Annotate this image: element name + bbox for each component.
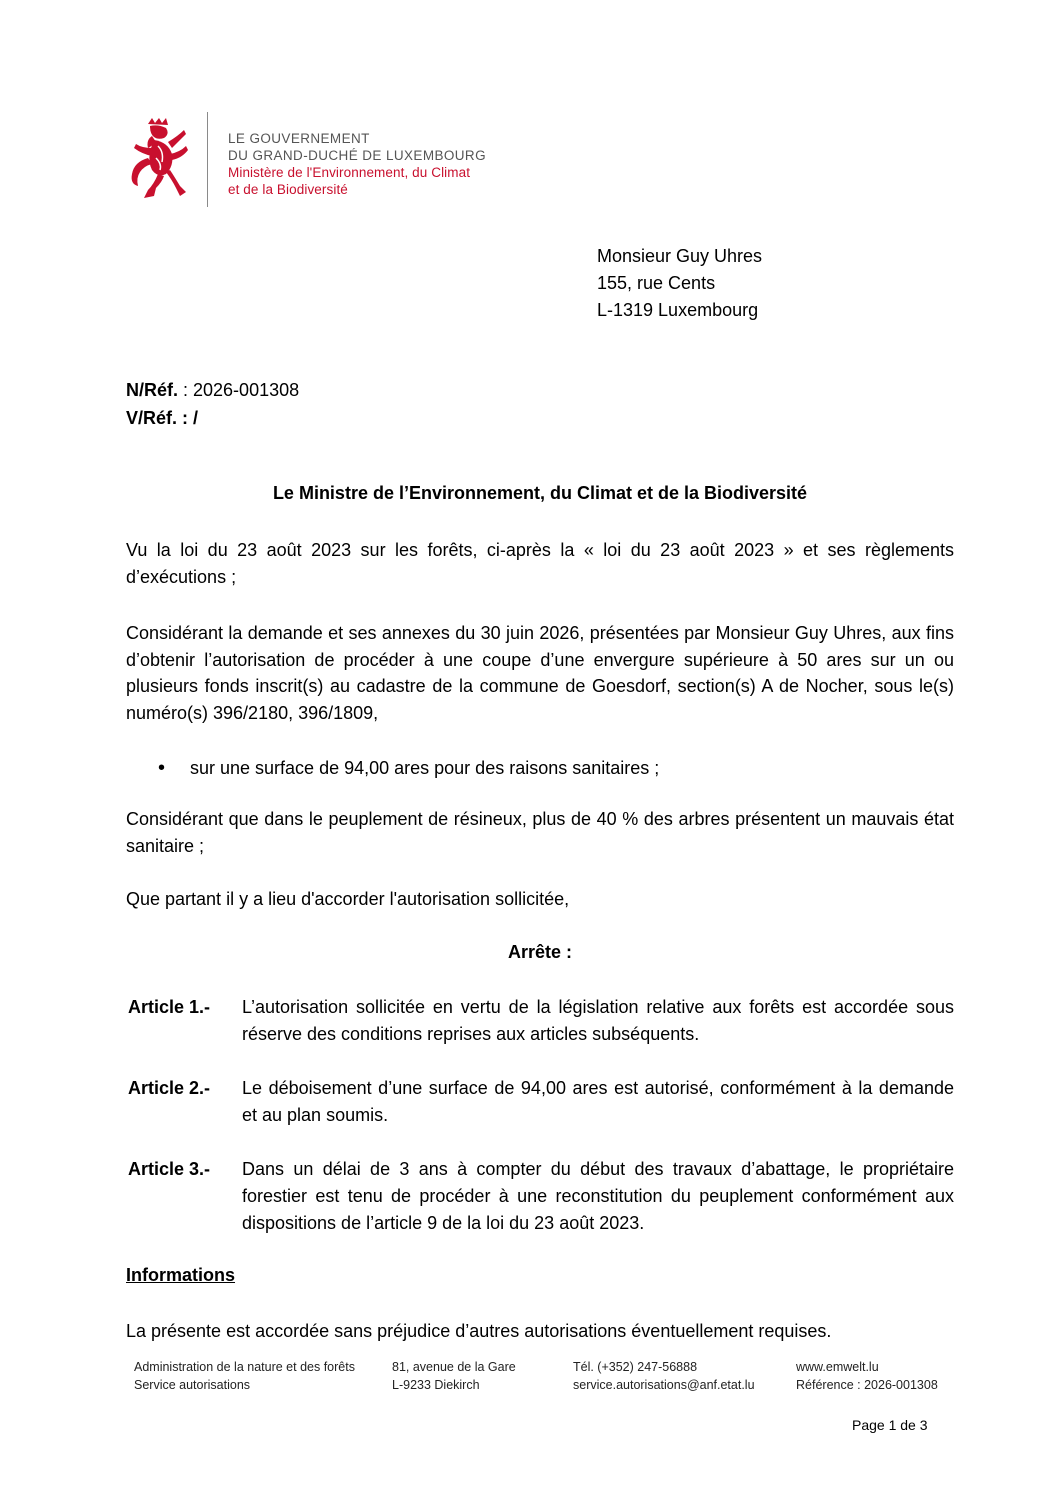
addressee-city: L-1319 Luxembourg — [597, 300, 759, 320]
article-1-label: Article 1.- — [128, 997, 211, 1017]
article-2-label: Article 2.- — [128, 1078, 211, 1098]
article-2-text: Le déboisement d’une surface de 94,00 ares est autorisé, conformément à la demande et au plan soumis. — [242, 1078, 954, 1125]
footer-reference: Référence : 2026-001308 — [796, 1378, 938, 1392]
paragraph-considerant-1: Considérant la demande et ses annexes du 30 juin 2026, présentées par Monsieur Guy Uhres, aux fins d’obtenir l’autorisation de procéder à une coupe d’une envergure supérieure à 50 ares sur un ou plusieurs fonds inscrit(s) au cadastre de la commune de Goesdorf, section(s) A de Nocher, sous le(s) numéro(s) 396/2180, 396/1809, — [126, 623, 954, 723]
our-reference — [126, 376, 299, 404]
your-reference-label: V/Réf. : — [126, 408, 189, 428]
footer-address — [392, 1358, 516, 1394]
paragraph-vu: Vu la loi du 23 août 2023 sur les forêts, ci-après la « loi du 23 août 2023 » et ses règlements d’exécutions ; — [126, 540, 954, 587]
header-divider — [207, 112, 208, 207]
footer-organisation-name: Administration de la nature et des forêts — [134, 1360, 355, 1374]
paragraph-considerant-2: Considérant que dans le peuplement de résineux, plus de 40 % des arbres présentent un mauvais état sanitaire ; — [126, 809, 954, 856]
ministry-name-line1: Ministère de l'Environnement, du Climat — [228, 165, 471, 180]
informations-text: La présente est accordée sans préjudice d’autres autorisations éventuellement requises. — [126, 1321, 832, 1341]
footer-city: L-9233 Diekirch — [392, 1378, 480, 1392]
article-1-text: L’autorisation sollicitée en vertu de la législation relative aux forêts est accordée sous réserve des conditions reprises aux articles subséquents. — [242, 997, 954, 1044]
addressee-street: 155, rue Cents — [597, 273, 716, 293]
our-reference-value: : 2026-001308 — [178, 380, 300, 400]
footer-email: service.autorisations@anf.etat.lu — [573, 1378, 755, 1392]
addressee-name: Monsieur Guy Uhres — [597, 246, 763, 266]
article-3 — [126, 1156, 954, 1237]
red-lion-icon — [128, 118, 190, 200]
informations-heading: Informations — [126, 1265, 236, 1285]
footer-contact — [573, 1358, 755, 1394]
footer-web — [796, 1358, 938, 1394]
paragraph-que-partant: Que partant il y a lieu d'accorder l'autorisation sollicitée, — [126, 889, 570, 909]
footer-phone: Tél. (+352) 247-56888 — [573, 1360, 698, 1374]
arrete-heading: Arrête : — [507, 942, 573, 962]
article-2 — [126, 1075, 954, 1129]
our-reference-label: N/Réf. — [126, 380, 179, 400]
article-3-text: Dans un délai de 3 ans à compter du début des travaux d’abattage, le propriétaire forestier est tenu de procéder à une reconstitution du peuplement conformément aux dispositions de l’article 9 de la loi du 23 août 2023. — [242, 1159, 954, 1233]
document-title: Le Ministre de l’Environnement, du Climat et de la Biodiversité — [272, 483, 808, 503]
bullet-icon: • — [158, 757, 166, 779]
government-header — [228, 130, 486, 198]
article-3-label: Article 3.- — [128, 1159, 211, 1179]
government-name-line2: DU GRAND-DUCHÉ DE LUXEMBOURG — [228, 148, 486, 163]
your-reference — [126, 404, 299, 432]
bullet-text: sur une surface de 94,00 ares pour des raisons sanitaires ; — [190, 758, 660, 778]
page-number: Page 1 de 3 — [852, 1417, 928, 1433]
references-block — [126, 376, 299, 432]
footer-service-name: Service autorisations — [134, 1378, 251, 1392]
your-reference-value: / — [188, 408, 199, 428]
ministry-name-line2: et de la Biodiversité — [228, 182, 348, 197]
footer-organisation — [134, 1358, 355, 1394]
addressee-block — [597, 243, 762, 324]
footer-website: www.emwelt.lu — [796, 1360, 879, 1374]
bullet-item — [158, 755, 659, 781]
government-name-line1: LE GOUVERNEMENT — [228, 131, 370, 146]
footer-street: 81, avenue de la Gare — [392, 1360, 516, 1374]
article-1 — [126, 994, 954, 1048]
